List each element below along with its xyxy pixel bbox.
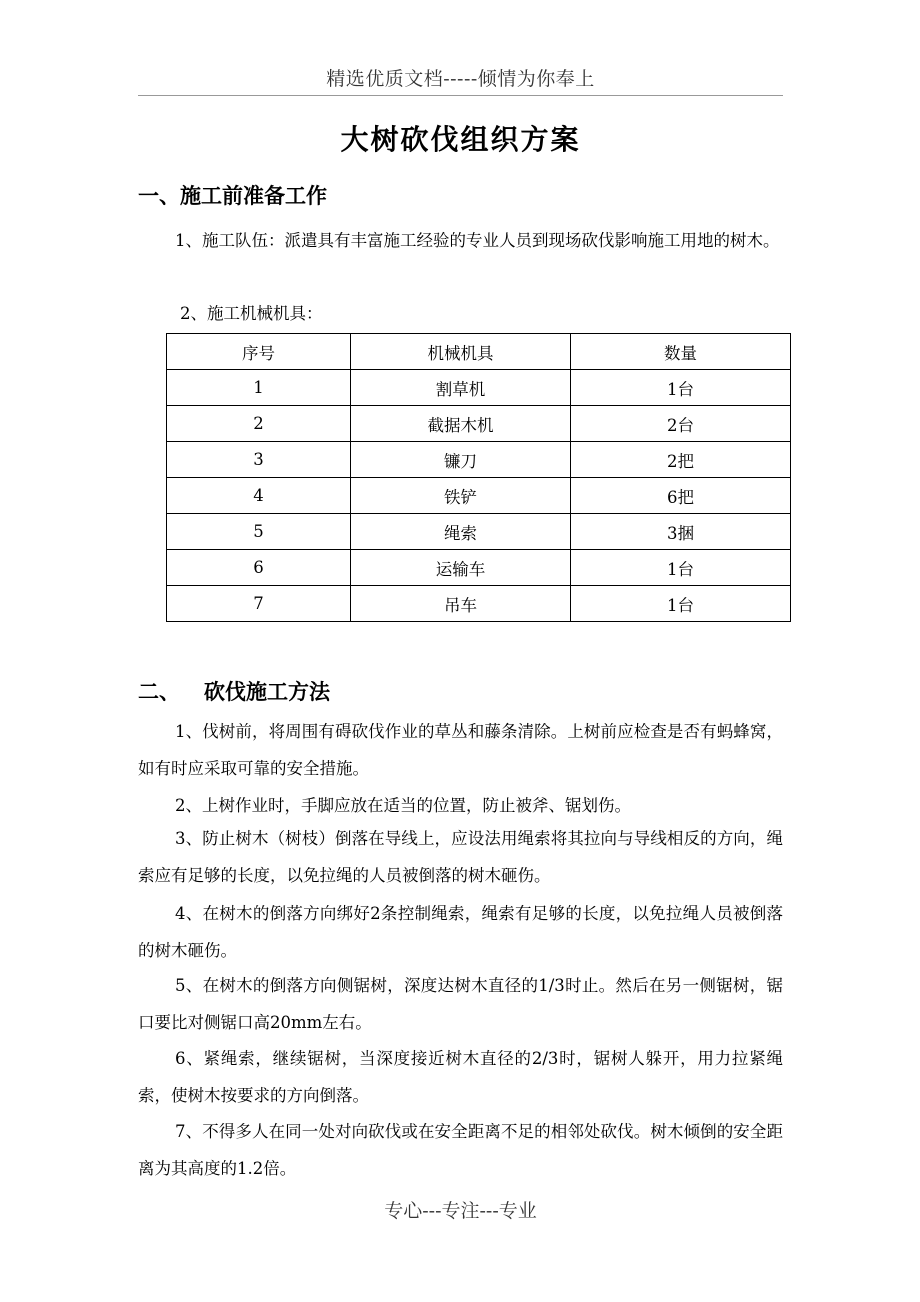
table-cell: 2 <box>167 406 351 442</box>
equipment-table <box>166 333 791 622</box>
table-header-cell: 序号 <box>167 334 351 370</box>
table-cell: 镰刀 <box>351 442 571 478</box>
section2-paragraph-4: 4、在树木的倒落方向绑好2条控制绳索，绳索有足够的长度，以免拉绳人员被倒落的树木砸伤。 <box>138 904 783 960</box>
table-cell: 1台 <box>571 550 791 586</box>
table-cell: 运输车 <box>351 550 571 586</box>
section1-item1: 1、施工队伍：派遣具有丰富施工经验的专业人员到现场砍伐影响施工用地的树木。 <box>175 231 780 250</box>
table-row <box>167 586 791 622</box>
section2-paragraph-6: 6、紧绳索，继续锯树，当深度接近树木直径的2/3时，锯树人躲开，用力拉紧绳索，使树木按要求的方向倒落。 <box>138 1049 783 1105</box>
table-cell: 7 <box>167 586 351 622</box>
table-cell: 截据木机 <box>351 406 571 442</box>
section2-heading-text: 砍伐施工方法 <box>204 680 330 704</box>
section2-paragraph-1: 1、伐树前，将周围有碍砍伐作业的草丛和藤条清除。上树前应检查是否有蚂蜂窝，如有时应采取可靠的安全措施。 <box>138 722 783 778</box>
table-cell: 绳索 <box>351 514 571 550</box>
section2-heading <box>138 676 330 706</box>
table-header-cell: 机械机具 <box>351 334 571 370</box>
section2-paragraph-5: 5、在树木的倒落方向侧锯树，深度达树木直径的1/3时止。然后在另一侧锯树，锯口要比对侧锯口高20mm左右。 <box>138 976 783 1032</box>
table-cell: 2把 <box>571 442 791 478</box>
section2-paragraph-2: 2、上树作业时，手脚应放在适当的位置，防止被斧、锯划伤。 <box>175 796 631 815</box>
table-cell: 4 <box>167 478 351 514</box>
table-row <box>167 406 791 442</box>
table-cell: 5 <box>167 514 351 550</box>
table-cell: 1台 <box>571 370 791 406</box>
table-header-row <box>167 334 791 370</box>
document-title: 大树砍伐组织方案 <box>340 123 581 156</box>
section1-heading: 一、施工前准备工作 <box>138 184 327 208</box>
page-footer: 专心---专注---专业 <box>384 1200 537 1222</box>
section2-heading-number: 二、 <box>138 680 180 704</box>
table-header-cell: 数量 <box>571 334 791 370</box>
table-cell: 铁铲 <box>351 478 571 514</box>
table-row <box>167 514 791 550</box>
page-header: 精选优质文档-----倾情为你奉上 <box>326 68 595 90</box>
table-cell: 3 <box>167 442 351 478</box>
table-cell: 6把 <box>571 478 791 514</box>
section1-item2: 2、施工机械机具： <box>180 304 323 323</box>
section2-paragraph-3: 3、防止树木（树枝）倒落在导线上，应设法用绳索将其拉向与导线相反的方向，绳索应有足够的长度，以免拉绳的人员被倒落的树木砸伤。 <box>138 829 783 885</box>
table-cell: 6 <box>167 550 351 586</box>
table-cell: 2台 <box>571 406 791 442</box>
table-row <box>167 370 791 406</box>
table-row <box>167 442 791 478</box>
table-cell: 割草机 <box>351 370 571 406</box>
table-cell: 1 <box>167 370 351 406</box>
section2-paragraph-7: 7、不得多人在同一处对向砍伐或在安全距离不足的相邻处砍伐。树木倾倒的安全距离为其高度的1.2倍。 <box>138 1122 783 1178</box>
table-cell: 3捆 <box>571 514 791 550</box>
header-divider <box>138 95 783 96</box>
table-cell: 吊车 <box>351 586 571 622</box>
table-row <box>167 550 791 586</box>
table-cell: 1台 <box>571 586 791 622</box>
table-row <box>167 478 791 514</box>
